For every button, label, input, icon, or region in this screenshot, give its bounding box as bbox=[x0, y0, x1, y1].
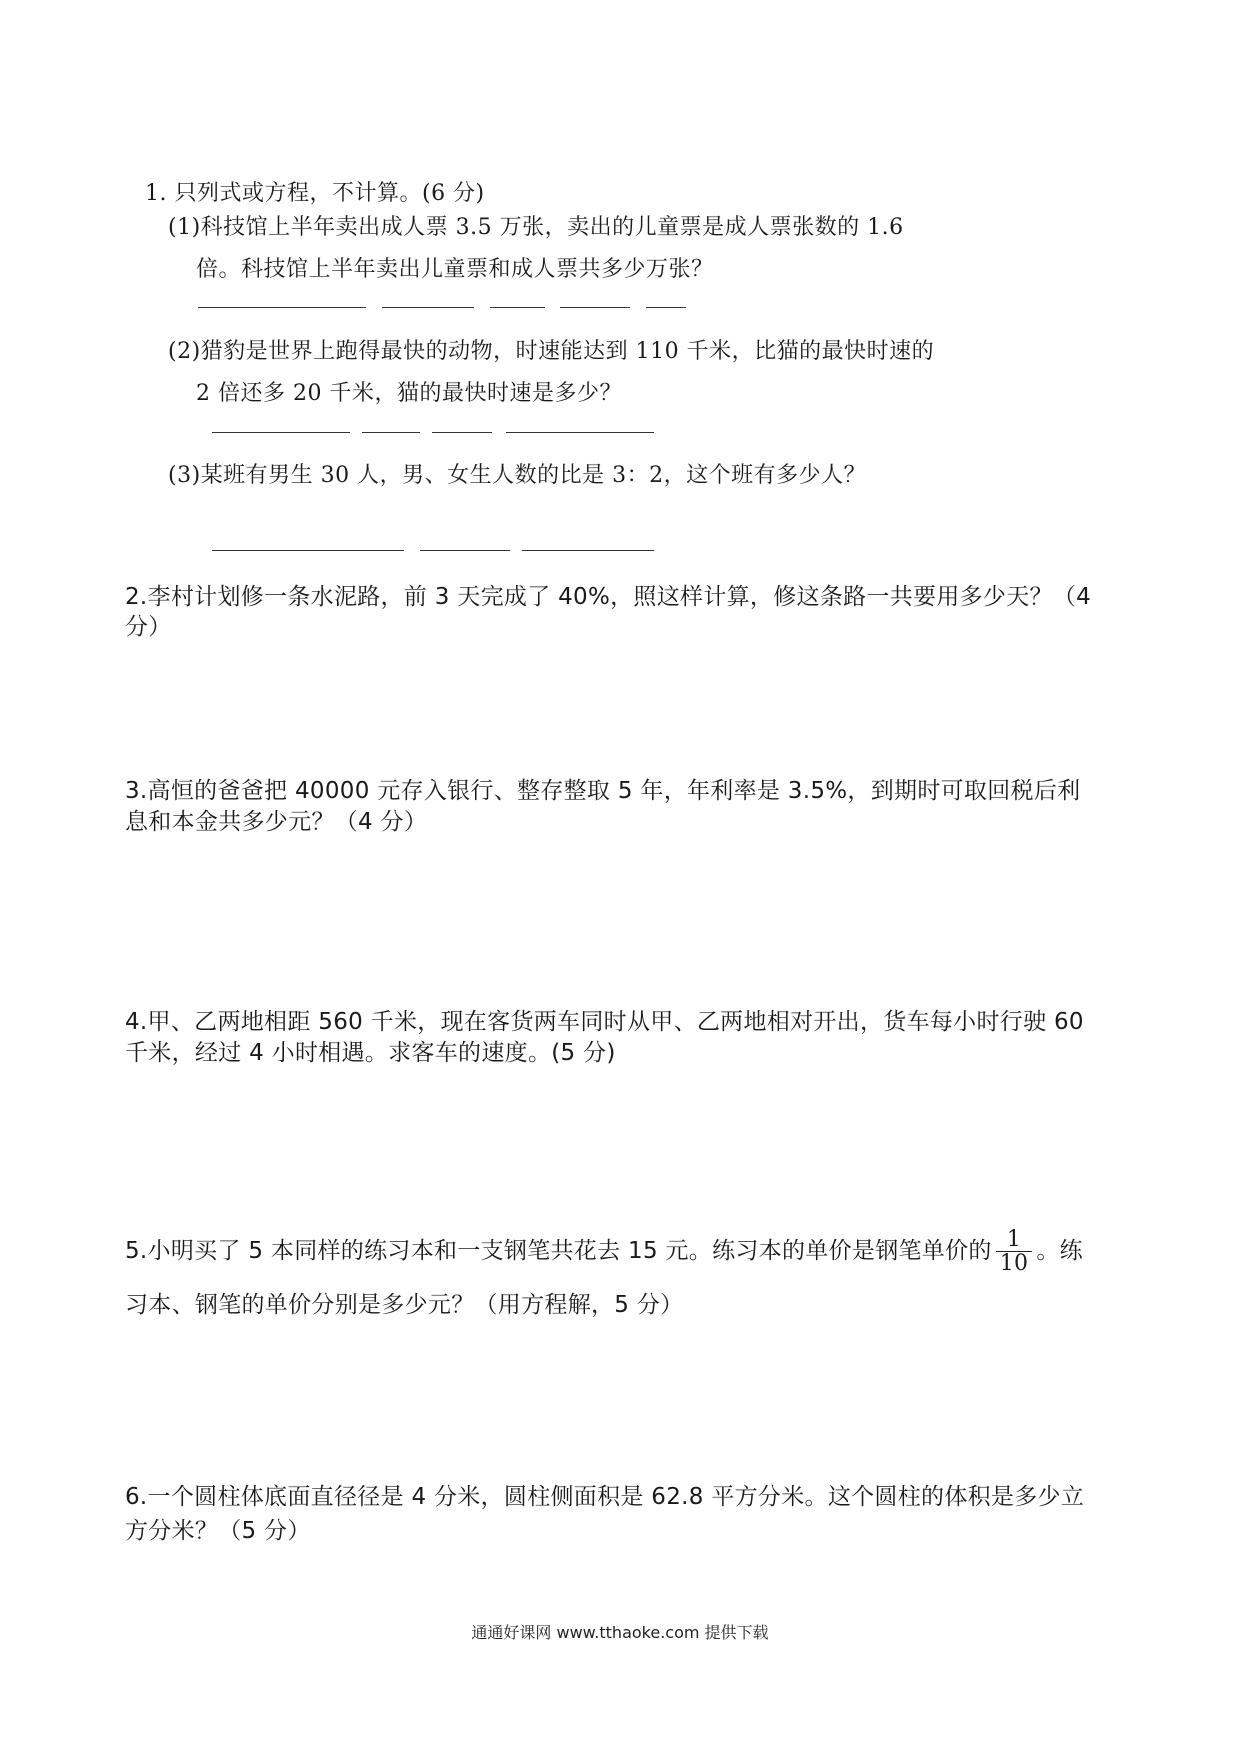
q6-line1: 6.一个圆柱体底面直径径是 4 分米，圆柱侧面积是 62.8 平方分米。这个圆柱的体积是多少立 bbox=[125, 1484, 1085, 1510]
q5-line1-text: 5.小明买了 5 本同样的练习本和一支钢笔共花去 15 元。练习本的单价是钢笔单价的 bbox=[125, 1238, 992, 1265]
q5-line2: 习本、钢笔的单价分别是多少元？（用方程解，5 分） bbox=[125, 1292, 684, 1318]
q2-line1: 2.李村计划修一条水泥路，前 3 天完成了 40%，照这样计算，修这条路一共要用多少天？（4 bbox=[125, 584, 1092, 610]
footer-credit: 通通好课网 www.tthaoke.com 提供下载 bbox=[471, 1623, 769, 1642]
q4-line1: 4.甲、乙两地相距 560 千米，现在客货两车同时从甲、乙两地相对开出，货车每小时行驶 60 bbox=[125, 1009, 1084, 1035]
q2-line2: 分） bbox=[125, 614, 172, 640]
q3-line2: 息和本金共多少元？（4 分） bbox=[125, 809, 428, 835]
q1-part1-line1: (1)科技馆上半年卖出成人票 3.5 万张，卖出的儿童票是成人票张数的 1.6 bbox=[168, 215, 904, 240]
q1-header: 1. 只列式或方程，不计算。(6 分) bbox=[145, 181, 485, 206]
q5-line1-tail: 。练 bbox=[1036, 1238, 1083, 1265]
q3-line1: 3.高恒的爸爸把 40000 元存入银行、整存整取 5 年，年利率是 3.5%，到期时可取回税后利 bbox=[125, 778, 1081, 804]
fraction-numerator: 1 bbox=[996, 1228, 1033, 1252]
fraction-denominator: 10 bbox=[999, 1251, 1029, 1277]
q1-part2-line2: 2 倍还多 20 千米，猫的最快时速是多少？ bbox=[196, 381, 622, 406]
q1-part3-line1: (3)某班有男生 30 人，男、女生人数的比是 3：2，这个班有多少人？ bbox=[168, 463, 867, 488]
q6-line2: 方分米？（5 分） bbox=[125, 1518, 311, 1544]
q1-part1-line2: 倍。科技馆上半年卖出儿童票和成人票共多少万张？ bbox=[196, 257, 714, 282]
q1-part2-line1: (2)猎豹是世界上跑得最快的动物，时速能达到 110 千米，比猫的最快时速的 bbox=[168, 339, 935, 364]
q4-line2: 千米，经过 4 小时相遇。求客车的速度。(5 分) bbox=[125, 1040, 616, 1066]
q5-line1 bbox=[125, 1228, 1083, 1275]
fraction-one-tenth bbox=[996, 1228, 1033, 1275]
